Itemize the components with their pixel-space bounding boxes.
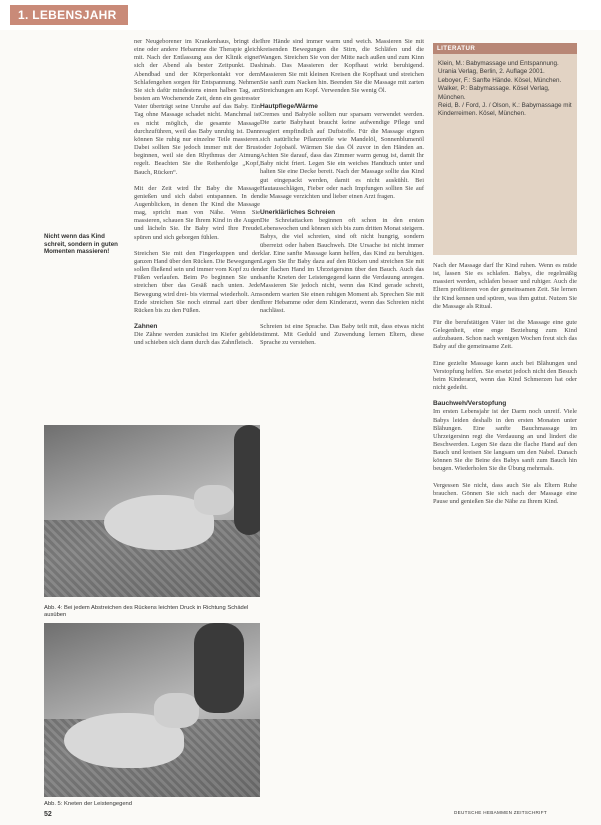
literature-title: LITERATUR <box>433 43 577 54</box>
section-heading: Hautpflege/Wärme <box>260 103 318 111</box>
page-number: 52 <box>44 811 52 818</box>
photo-arm <box>234 425 260 535</box>
body-paragraph: Mit der Zeit wird Ihr Baby die Massage genießen und sich dabei entspannen. In den Augenblicken, in denen Ihr Kind die Massage mag, spricht man von Nähe. Wenn Sie massieren, schauen Sie Ihrem Kind in die Augen und lächeln Sie. Ihr Baby wird Ihre Freude spüren und sich geborgen fühlen. <box>134 184 260 241</box>
body-paragraph: Ihre Hände sind immer warm und weich. Massieren Sie mit kreisenden Bewegungen die Stirn, die Schläfen und die Wangen. Streichen Sie von der Mitte nach außen und zum Kinn hinab. Das Massieren der Kopfhaut wirkt beruhigend. Massieren Sie mit kleinen Kreisen die Kopfhaut und streichen Sie sanft zum Nacken hin. Beenden Sie die Massage mit zarten Streichungen am Kopf. Verwenden Sie wenig Öl. <box>260 38 424 94</box>
section-heading: Unerklärliches Schreien <box>260 208 336 216</box>
header-bar <box>0 0 601 30</box>
body-paragraph: Im ersten Lebensjahr ist der Darm noch unreif. Viele Babys leiden deshalb in den ersten Monaten unter Blähungen. Eine sanfte Bauchmassage im Uhrzeigersinn regt die Verdauung an und lindert die Beschwerden. Legen Sie dazu die flache Hand auf den Bauch und kreisen Sie langsam um den Nabel. Danach können Sie die Beine des Babys sanft zum Bauch hin beugen. Wiederholen Sie die Übung mehrmals. <box>433 408 577 473</box>
body-paragraph: Schreien ist eine Sprache. Das Baby teilt mit, dass etwas nicht stimmt. Mit Geduld und Zuwendung lernen Eltern, diese Sprache zu verstehen. <box>260 323 424 347</box>
column-left-upper <box>134 38 260 347</box>
body-paragraph: Vergessen Sie nicht, dass auch Sie als Eltern Ruhe brauchen. Gönnen Sie sich nach der Massage eine Pause und genießen Sie die Nähe zu Ihrem Kind. <box>433 481 577 505</box>
margin-note: Nicht wenn das Kind schreit, sondern in guten Momenten massieren! <box>44 233 118 256</box>
literature-entry: Leboyer, F.: Sanfte Hände. Kösel, München. <box>438 76 562 84</box>
column-right <box>433 262 577 506</box>
literature-entry: Walker, P.: Babymassage. Kösel Verlag, München. <box>438 85 550 101</box>
photo-back-massage <box>44 425 260 597</box>
body-paragraph: Für die berufstätigen Väter ist die Massage eine gute Gelegenheit, eine enge Beziehung zum Kind aufzubauen. Schon nach wenigen Wochen freut sich das Baby auf die gemeinsame Zeit. <box>433 318 577 351</box>
body-paragraph: Cremes und Babyöle sollten nur sparsam verwendet werden. Die zarte Babyhaut braucht keine aufwendige Pflege und reagiert empfindlich auf Duftstoffe. Für die Massage eignen sich natürliche Pflanzenöle wie Mandelöl, Sonnenblumenöl oder Jojobaöl. Wärmen Sie das Öl zuvor in den Händen an. Achten Sie darauf, dass das Zimmer warm genug ist, damit Ihr Baby nicht friert. Legen Sie ein weiches Handtuch unter und halten Sie eine Decke bereit. Nach der Massage sollte das Kind gut eingepackt werden, damit es nicht auskühlt. Bei Hautausschlägen, Fieber oder nach Impfungen sollten Sie auf die Massage verzichten und lieber einen Arzt fragen. <box>260 111 424 200</box>
section-tab: 1. LEBENSJAHR <box>10 5 128 25</box>
figure-caption: Abb. 5: Kneten der Leistengegend <box>44 801 132 807</box>
literature-entry: Klein, M.: Babymassage und Entspannung. Urania Verlag, Berlin, 2. Auflage 2001. <box>438 60 559 76</box>
photo-hand <box>194 485 234 515</box>
photo-groin-massage <box>44 623 260 797</box>
literature-list <box>438 60 574 119</box>
section-heading: Bauchweh/Verstopfung <box>433 400 507 408</box>
body-paragraph: Die Schreiattacken beginnen oft schon in den ersten Lebenswochen und können sich bis zum dritten Monat steigern. Babys, die viel schreien, sind oft nicht hungrig, sondern überreizt oder haben Bauchweh. Die Ursache ist nicht immer klar. Eine sanfte Massage kann helfen, das Kind zu beruhigen. Legen Sie Ihr Baby dazu auf den Rücken und streichen Sie mit der flachen Hand im Uhrzeigersinn über den Bauch. Auch das sanfte Kneten der Leistengegend kann die Verdauung anregen. Massieren Sie jedoch nicht, wenn das Kind gerade schreit, sondern warten Sie einen ruhigen Moment ab. Sprechen Sie mit Ihrer Hebamme oder dem Kinderarzt, wenn das Schreien nicht nachlässt. <box>260 217 424 314</box>
literature-entry: Reid, B. / Ford, J. / Olson, K.: Babymassage mit Kinderreimen. Kösel, München. <box>438 102 572 118</box>
body-paragraph: Eine gezielte Massage kann auch bei Blähungen und Verstopfung helfen. Sie ersetzt jedoch nicht den Besuch beim Kinderarzt, wenn das Kind Schmerzen hat oder nicht gedeiht. <box>433 359 577 392</box>
figure-caption: Abb. 4: Bei jedem Abstreichen des Rückens leichten Druck in Richtung Schädel ausüben <box>44 605 249 619</box>
photo-hand <box>154 693 199 728</box>
body-paragraph: Die Zähne werden zunächst im Kiefer gebildet und schieben sich dann durch das Zahnfleisch. <box>134 331 260 347</box>
section-heading: Zahnen <box>134 323 158 330</box>
body-paragraph: Streichen Sie mit den Fingerkuppen und der ganzen Hand über den Rücken. Die Bewegungen sollen fließend sein und immer vom Kopf zu den Füßen verlaufen. Beim Po beginnen Sie und streichen über das Gesäß nach unten. Jede Bewegung wird drei- bis viermal wiederholt. Am Ende streichen Sie noch einmal zart über den Rücken bis zu den Füßen. <box>134 249 260 314</box>
magazine-name: DEUTSCHE HEBAMMEN ZEITSCHRIFT <box>454 810 547 815</box>
body-paragraph: Nach der Massage darf Ihr Kind ruhen. Wenn es müde ist, lassen Sie es schlafen. Babys, die regelmäßig massiert werden, schlafen besser und ruhiger. Auch die Eltern profitieren von der gemeinsamen Zeit. Sie lernen ihr Kind kennen und spüren, was ihm guttut. Nutzen Sie die Massage als Ritual. <box>433 262 577 310</box>
photo-arm <box>194 623 244 713</box>
column-middle <box>260 38 424 347</box>
body-paragraph: ner Neugeborener im Krankenhaus, bringt die eine oder andere Hebamme die Therapie gleich mit. Nach der Entlassung aus der Klinik eignet sich der Abend als bester Zeitpunkt. Das Abendbad und der Körperkontakt vor dem Schlafengehen sorgen für Entspannung. Nehmen Sie sich dafür mindestens einen halben Tag, am besten am Wochenende Zeit, denn ein gestresster Vater überträgt seine Unruhe auf das Baby. Ein Tag ohne Massage schadet nicht. Manchmal ist es nicht möglich, die gesamte Massage durchzuführen, weil das Baby unruhig ist. Dann können Sie ruhig nur einzelne Teile massieren. Dabei sollten Sie jedoch immer mit der Brust beginnen, weil sie den Rhythmus der Atmung regelt. Beachten Sie die Reihenfolge „Kopf, Bauch, Rücken“. <box>134 38 260 176</box>
